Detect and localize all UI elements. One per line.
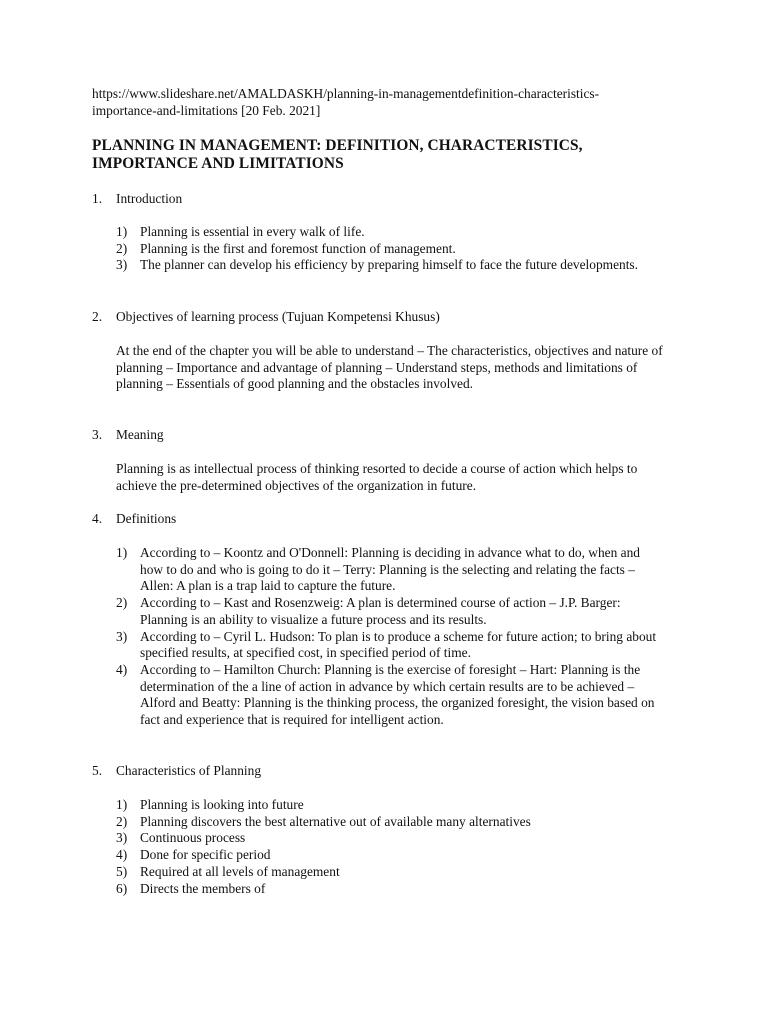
section-heading-characteristics	[92, 763, 261, 780]
item-number: 2)	[116, 240, 128, 256]
list-item	[116, 545, 664, 595]
section-title: Objectives of learning process (Tujuan Kompetensi Khusus)	[116, 309, 440, 324]
section-title: Meaning	[116, 427, 164, 442]
list-item	[116, 629, 664, 662]
section-number: 2.	[92, 309, 103, 324]
list-item	[116, 881, 676, 898]
item-number: 1)	[116, 545, 128, 560]
item-number: 3)	[116, 830, 128, 846]
list-item	[116, 595, 664, 628]
item-text: Planning discovers the best alternative out of available many alternatives	[140, 813, 531, 829]
item-text: According to – Koontz and O'Donnell: Planning is deciding in advance what to do, when and how to do and who is going to do it – Terry: Planning is the selecting and relating the facts – Allen: A plan is a trap laid to capture the future.	[140, 545, 640, 594]
item-number: 5)	[116, 863, 128, 879]
section-heading-definitions	[92, 511, 176, 528]
item-text: According to – Kast and Rosenzweig: A plan is determined course of action – J.P. Barger: Planning is an ability to visualize a future process and its results.	[140, 595, 621, 627]
item-number: 6)	[116, 880, 128, 896]
list-item	[116, 814, 676, 831]
item-number: 1)	[116, 797, 128, 812]
introduction-list	[116, 224, 656, 274]
section-number: 5.	[92, 763, 103, 778]
list-item	[116, 257, 656, 274]
objectives-paragraph: At the end of the chapter you will be able to understand – The characteristics, objectives and nature of planning – Importance and advantage of planning – Understand steps, methods and limitations of planning – Essentials of good planning and the obstacles involved.	[116, 343, 663, 392]
item-text: Continuous process	[140, 830, 246, 846]
item-number: 4)	[116, 847, 128, 863]
list-item	[116, 797, 676, 814]
section-title: Definitions	[116, 511, 177, 526]
list-item	[116, 847, 676, 864]
item-number: 4)	[116, 661, 128, 677]
meaning-paragraph: Planning is as intellectual process of thinking resorted to decide a course of action which helps to achieve the pre-determined objectives of the organization in future.	[116, 461, 638, 493]
list-item	[116, 224, 656, 241]
item-text: Done for specific period	[140, 847, 271, 863]
characteristics-list	[116, 797, 676, 897]
item-text: According to – Cyril L. Hudson: To plan is to produce a scheme for future action; to bring about specified results, at specified cost, in specified period of time.	[140, 628, 657, 661]
section-heading-meaning	[92, 427, 164, 444]
section-number: 3.	[92, 427, 103, 442]
item-text: The planner can develop his efficiency by preparing himself to face the future developments.	[140, 257, 638, 273]
list-item	[116, 830, 676, 847]
section-heading-objectives	[92, 309, 440, 326]
list-item	[116, 864, 676, 881]
definitions-list	[116, 545, 664, 729]
item-number: 1)	[116, 224, 128, 239]
section-number: 1.	[92, 191, 103, 206]
source-url[interactable]: https://www.slideshare.net/AMALDASKH/planning-in-managementdefinition-characteristics-importance-and-limitations [20 Feb. 2021]	[92, 86, 600, 118]
list-item	[116, 662, 664, 729]
item-number: 2)	[116, 813, 128, 829]
item-text: Directs the members of	[140, 880, 266, 896]
item-text: Planning is the first and foremost function of management.	[140, 240, 456, 256]
item-text: Planning is looking into future	[140, 797, 304, 812]
document-title: PLANNING IN MANAGEMENT: DEFINITION, CHARACTERISTICS, IMPORTANCE AND LIMITATIONS	[92, 137, 583, 172]
item-text: According to – Hamilton Church: Planning is the exercise of foresight – Hart: Planning is the determination of the a line of action in advance by which certain results are to be achieved – Alford and Beatty: Planning is the thinking process, the organized foresight, the vision based on fact and experience that is required for intelligent action.	[140, 661, 655, 728]
section-title: Characteristics of Planning	[116, 763, 262, 778]
section-title: Introduction	[116, 191, 183, 206]
item-number: 2)	[116, 595, 128, 611]
list-item	[116, 241, 656, 258]
item-number: 3)	[116, 628, 128, 644]
section-heading-introduction	[92, 191, 182, 208]
item-number: 3)	[116, 257, 128, 273]
item-text: Planning is essential in every walk of life.	[140, 224, 365, 239]
section-number: 4.	[92, 511, 103, 526]
item-text: Required at all levels of management	[140, 863, 340, 879]
